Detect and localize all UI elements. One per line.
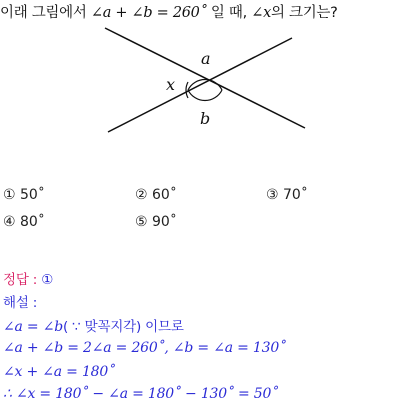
answer-label: 정답 :	[3, 272, 38, 288]
choice-4[interactable]: ④ 80˚	[3, 214, 45, 230]
choice-1[interactable]: ① 50˚	[3, 187, 45, 203]
choice-3[interactable]: ③ 70˚	[266, 187, 308, 203]
question-lead: 이래 그림에서	[0, 5, 87, 21]
solution-line-1-text: ( ∵ 맞꼭지각) 이므로	[63, 319, 184, 335]
question-condition: ∠a + ∠b = 260˚	[90, 5, 207, 21]
answer-value: ①	[41, 272, 54, 288]
solution-line-4: ∴ ∠x = 180˚ − ∠a = 180˚ − 130˚ = 50˚	[3, 386, 278, 402]
solution-line-2: ∠a + ∠b = 2∠a = 260˚, ∠b = ∠a = 130˚	[3, 340, 286, 356]
explanation-label: 해설 :	[3, 295, 38, 311]
choice-2[interactable]: ② 60˚	[135, 187, 177, 203]
question-tail: 의 크기는?	[270, 5, 338, 21]
label-b: b	[200, 109, 211, 128]
answer-line	[3, 268, 53, 288]
solution-line-1-math: ∠a = ∠b	[3, 319, 64, 335]
choice-5[interactable]: ⑤ 90˚	[135, 214, 177, 230]
intersecting-lines-figure	[100, 20, 310, 135]
solution-line-3: ∠x + ∠a = 180˚	[3, 364, 115, 380]
question-text	[0, 1, 400, 22]
angle-arc-b	[188, 90, 222, 101]
label-x: x	[166, 75, 176, 94]
question-target: ∠x	[251, 5, 271, 21]
solution-line-1	[3, 315, 184, 335]
question-mid: 일 때,	[210, 5, 247, 21]
label-a: a	[201, 49, 211, 68]
angle-arc-x	[186, 82, 188, 98]
